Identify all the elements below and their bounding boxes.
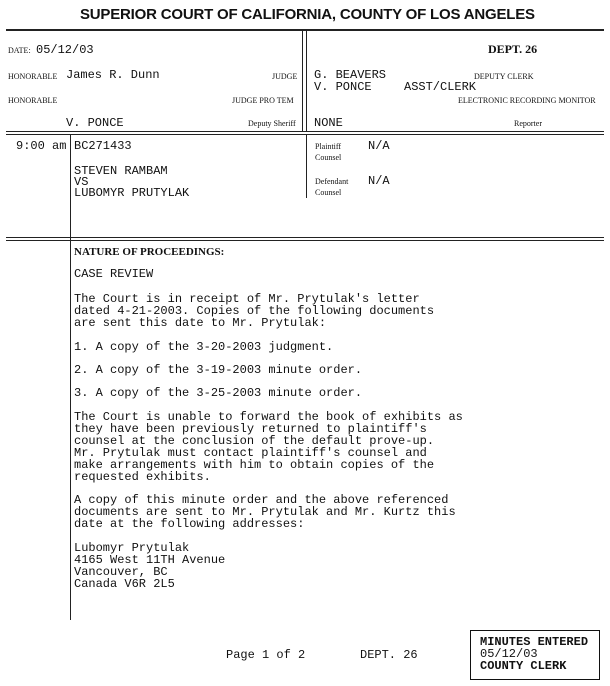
vs-label: VS xyxy=(74,175,89,189)
para2-line: The Court is unable to forward the book of exhibits as xyxy=(74,410,463,424)
stamp-line-2: 05/12/03 xyxy=(480,647,538,661)
proceedings-subheading: CASE REVIEW xyxy=(74,267,154,281)
judge-name: James R. Dunn xyxy=(66,68,160,82)
deputy-clerk-name: G. BEAVERS xyxy=(314,68,387,82)
case-time: 9:00 am xyxy=(16,139,67,153)
footer-dept: DEPT. 26 xyxy=(360,648,418,662)
proceedings-top-rule xyxy=(6,237,604,238)
case-left-rule xyxy=(70,134,71,620)
para3-line: date at the following addresses: xyxy=(74,517,305,531)
para1-line: dated 4-21-2003. Copies of the following documents xyxy=(74,304,435,318)
case-mid-rule xyxy=(306,134,307,198)
para2-line: counsel at the conclusion of the default prove-up. xyxy=(74,434,435,448)
judge-label: JUDGE xyxy=(272,72,298,81)
header-divider xyxy=(302,31,303,131)
header-bottom-rule-2 xyxy=(6,134,604,135)
document-list-item: 1. A copy of the 3-20-2003 judgment. xyxy=(74,340,334,354)
case-number: BC271433 xyxy=(74,139,132,153)
date-label: DATE: xyxy=(8,46,31,55)
sheriff-name: V. PONCE xyxy=(66,116,124,130)
title-rule xyxy=(6,29,604,31)
sheriff-label: Deputy Sheriff xyxy=(248,119,296,128)
defendant-counsel-value: N/A xyxy=(368,174,390,188)
dept-label: DEPT. 26 xyxy=(488,42,538,56)
asst-clerk-title: ASST/CLERK xyxy=(404,80,477,94)
date-value: 05/12/03 xyxy=(36,43,94,57)
document-list-item: 3. A copy of the 3-25-2003 minute order. xyxy=(74,386,363,400)
para3-line: documents are sent to Mr. Prytulak and Mr. Kurtz this xyxy=(74,505,456,519)
reporter-label: Reporter xyxy=(514,119,542,128)
honorable-label: HONORABLE xyxy=(8,72,58,81)
judge-pro-tem-label: JUDGE PRO TEM xyxy=(232,96,294,105)
address-line: 4165 West 11TH Avenue xyxy=(74,553,226,567)
plaintiff-counsel-label-1: Plaintiff xyxy=(315,142,342,151)
plaintiff-name: STEVEN RAMBAM xyxy=(74,164,168,178)
proceedings-top-rule-2 xyxy=(6,240,604,241)
proceedings-heading: NATURE OF PROCEEDINGS: xyxy=(74,246,225,258)
erm-label: ELECTRONIC RECORDING MONITOR xyxy=(458,96,596,105)
defendant-counsel-label-2: Counsel xyxy=(315,188,342,197)
address-line: Lubomyr Prytulak xyxy=(74,541,190,555)
deputy-clerk-label: DEPUTY CLERK xyxy=(474,72,534,81)
defendant-name: LUBOMYR PRUTYLAK xyxy=(74,186,190,200)
document-list-item: 2. A copy of the 3-19-2003 minute order. xyxy=(74,363,363,377)
header-bottom-rule xyxy=(6,131,604,132)
para2-line: requested exhibits. xyxy=(74,470,211,484)
para2-line: make arrangements with him to obtain copies of the xyxy=(74,458,435,472)
stamp-line-3: COUNTY CLERK xyxy=(480,659,567,673)
page-number: Page 1 of 2 xyxy=(226,648,306,662)
header-divider-2 xyxy=(306,31,307,131)
para1-line: are sent this date to Mr. Prytulak: xyxy=(74,316,327,330)
stamp-line-1: MINUTES ENTERED xyxy=(480,635,589,649)
para1-line: The Court is in receipt of Mr. Prytulak's letter xyxy=(74,292,420,306)
plaintiff-counsel-label-2: Counsel xyxy=(315,153,342,162)
asst-clerk-name: V. PONCE xyxy=(314,80,372,94)
address-line: Canada V6R 2L5 xyxy=(74,577,175,591)
plaintiff-counsel-value: N/A xyxy=(368,139,390,153)
para2-line: Mr. Prytulak must contact plaintiff's counsel and xyxy=(74,446,427,460)
para3-line: A copy of this minute order and the above referenced xyxy=(74,493,449,507)
defendant-counsel-label-1: Defendant xyxy=(315,177,349,186)
para2-line: they have been previously returned to plaintiff's xyxy=(74,422,427,436)
reporter-name: NONE xyxy=(314,116,343,130)
honorable-label-2: HONORABLE xyxy=(8,96,58,105)
minutes-entered-stamp xyxy=(470,630,600,680)
court-title: SUPERIOR COURT OF CALIFORNIA, COUNTY OF LOS ANGELES xyxy=(80,6,535,23)
address-line: Vancouver, BC xyxy=(74,565,168,579)
